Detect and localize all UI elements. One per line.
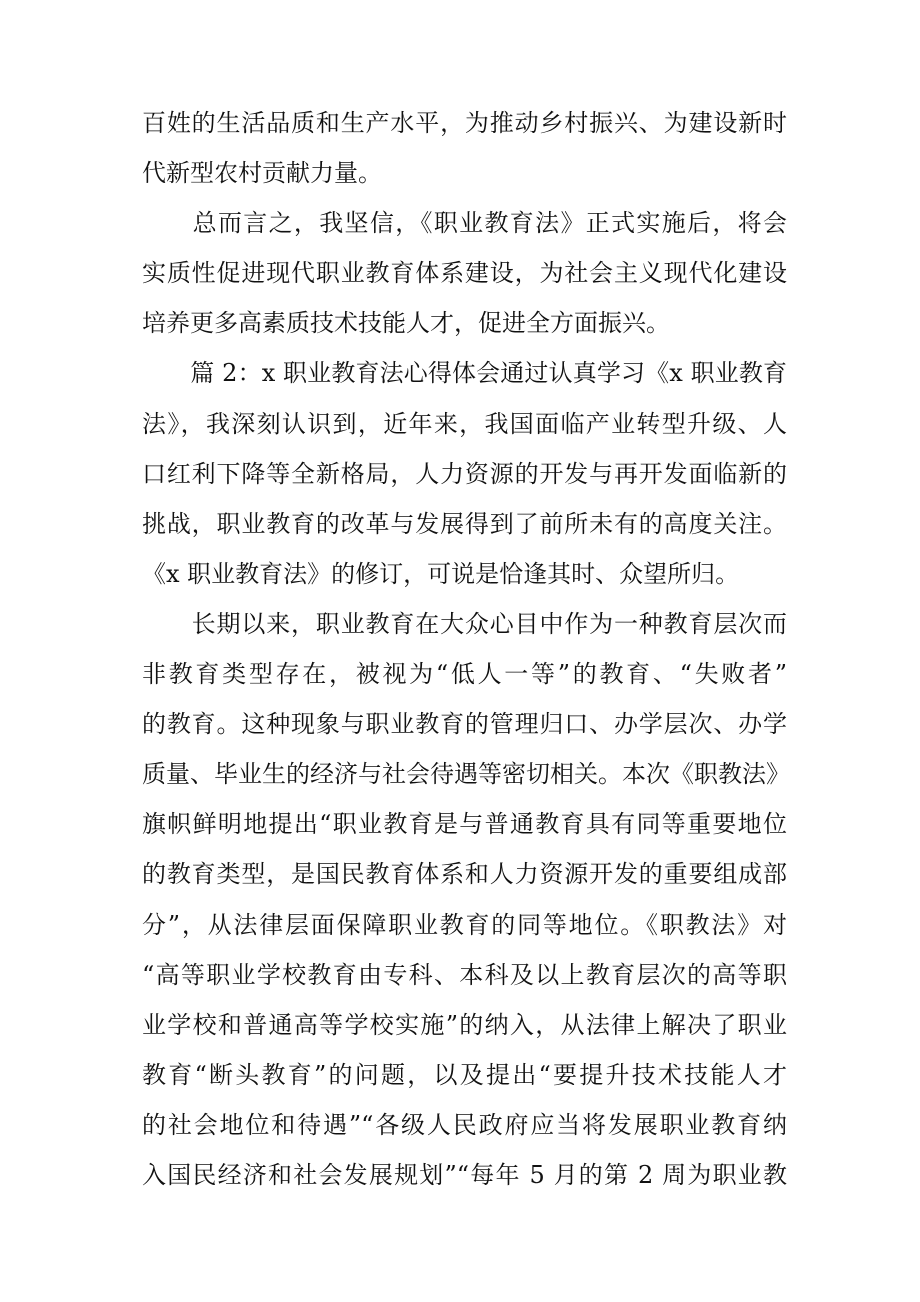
text-line: 总而言之，我坚信，《职业教育法》正式实施后，将会 [142,209,787,238]
text-line: 入国民经济和社会发展规划”“每年 5 月的第 2 周为职业教 [142,1160,787,1189]
text-line: 长期以来，职业教育在大众心目中作为一种教育层次而 [142,609,787,638]
text-line: 百姓的生活品质和生产水平，为推动乡村振兴、为建设新时 [142,109,787,137]
text-line: 教育“断头教育”的问题，以及提出“要提升技术技能人才 [142,1060,787,1089]
text-line: 业学校和普通高等学校实施”的纳入，从法律上解决了职业 [142,1010,787,1039]
text-line: 《x 职业教育法》的修订，可说是恰逢其时、众望所归。 [142,559,740,588]
text-line: “高等职业学校教育由专科、本科及以上教育层次的高等职 [142,960,787,989]
text-line: 旗帜鲜明地提出“职业教育是与普通教育具有同等重要地位 [142,810,787,839]
text-line: 的社会地位和待遇”“各级人民政府应当将发展职业教育纳 [142,1110,787,1139]
document-body [142,98,790,1200]
text-line: 口红利下降等全新格局，人力资源的开发与再开发面临新的 [142,459,787,488]
text-line: 法》，我深刻认识到，近年来，我国面临产业转型升级、人 [142,409,787,438]
text-line: 培养更多高素质技术技能人才，促进全方面振兴。 [142,309,670,338]
text-line: 分”，从法律层面保障职业教育的同等地位。《职教法》对 [142,910,787,939]
text-line: 质量、毕业生的经济与社会待遇等密切相关。本次《职教法》 [142,760,790,789]
text-line: 篇 2：x 职业教育法心得体会通过认真学习《x 职业教育 [142,359,787,388]
text-line: 代新型农村贡献力量。 [142,159,382,188]
text-line: 挑战，职业教育的改革与发展得到了前所未有的高度关注。 [142,509,787,538]
text-line: 的教育类型，是国民教育体系和人力资源开发的重要组成部 [142,860,787,889]
text-line: 的教育。这种现象与职业教育的管理归口、办学层次、办学 [142,710,787,739]
text-line: 实质性促进现代职业教育体系建设，为社会主义现代化建设 [142,259,787,288]
text-line: 非教育类型存在，被视为“低人一等”的教育、“失败者” [142,660,787,689]
